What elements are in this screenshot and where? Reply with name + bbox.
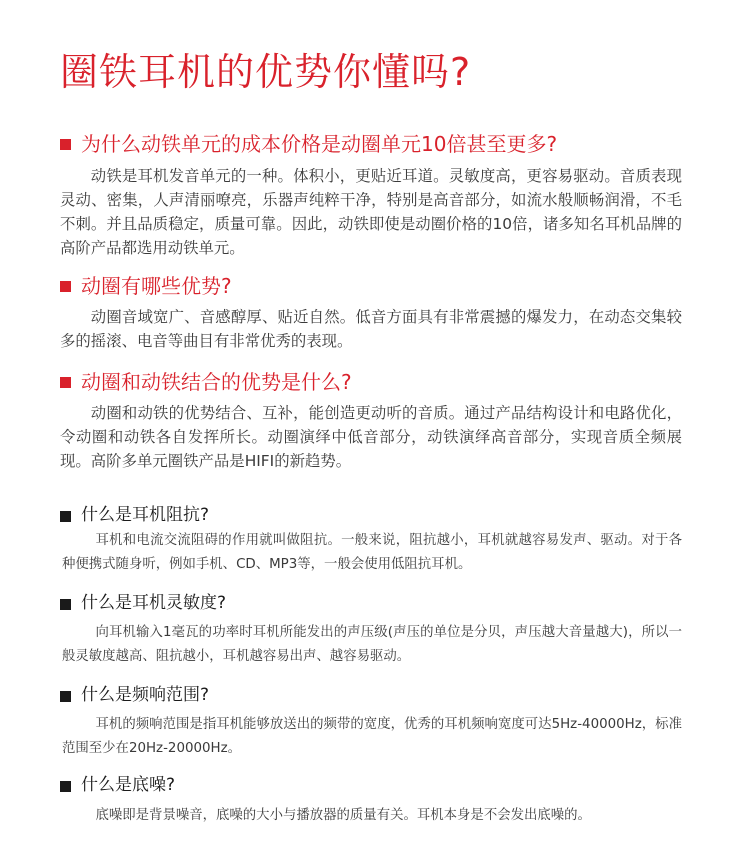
square-bullet-icon	[60, 281, 71, 292]
section-heading-text: 为什么动铁单元的成本价格是动圈单元10倍甚至更多?	[81, 132, 558, 156]
section-body-2: 动圈音域宽广、音感醇厚、贴近自然。低音方面具有非常震撼的爆发力，在动态交集较多的摇滚、电音等曲目有非常优秀的表现。	[60, 308, 682, 350]
page-title: 圈铁耳机的优势你懂吗?	[60, 50, 472, 94]
section-body-6: 耳机的频响范围是指耳机能够放送出的频带的宽度，优秀的耳机频响宽度可达5Hz-40000Hz，标准范围至少在20Hz-20000Hz。	[62, 717, 682, 756]
section-heading-text: 什么是底噪?	[81, 775, 176, 795]
section-heading-text: 动圈有哪些优势?	[81, 274, 232, 298]
section-body-7: 底噪即是背景噪音，底噪的大小与播放器的质量有关。耳机本身是不会发出底噪的。	[95, 808, 591, 823]
section-heading-text: 什么是耳机灵敏度?	[81, 593, 227, 613]
square-bullet-icon	[60, 599, 71, 610]
section-body-1: 动铁是耳机发音单元的一种。体积小，更贴近耳道。灵敏度高，更容易驱动。音质表现灵动、密集，人声清丽嘹亮，乐器声纯粹干净，特别是高音部分，如流水般顺畅润滑，不毛不刺。并且品质稳定，质量可靠。因此，动铁即使是动圈价格的10倍，诸多知名耳机品牌的高阶产品都选用动铁单元。	[60, 167, 682, 257]
section-heading-text: 什么是耳机阻抗?	[81, 505, 210, 525]
square-bullet-icon	[60, 377, 71, 388]
section-body-3: 动圈和动铁的优势结合、互补，能创造更动听的音质。通过产品结构设计和电路优化，令动圈和动铁各自发挥所长。动圈演绎中低音部分，动铁演绎高音部分，实现音质全频展现。高阶多单元圈铁产品是HIFI的新趋势。	[60, 404, 682, 470]
section-body-5: 向耳机输入1毫瓦的功率时耳机所能发出的声压级(声压的单位是分贝，声压越大音量越大)，所以一般灵敏度越高、阻抗越小，耳机越容易出声、越容易驱动。	[62, 625, 682, 664]
square-bullet-icon	[60, 511, 71, 522]
section-body-4: 耳机和电流交流阻碍的作用就叫做阻抗。一般来说，阻抗越小，耳机就越容易发声、驱动。对于各种便携式随身听，例如手机、CD、MP3等，一般会使用低阻抗耳机。	[62, 533, 682, 572]
section-heading-text: 什么是频响范围?	[81, 685, 210, 705]
section-heading-text: 动圈和动铁结合的优势是什么?	[81, 370, 352, 394]
square-bullet-icon	[60, 781, 71, 792]
square-bullet-icon	[60, 139, 71, 150]
square-bullet-icon	[60, 691, 71, 702]
